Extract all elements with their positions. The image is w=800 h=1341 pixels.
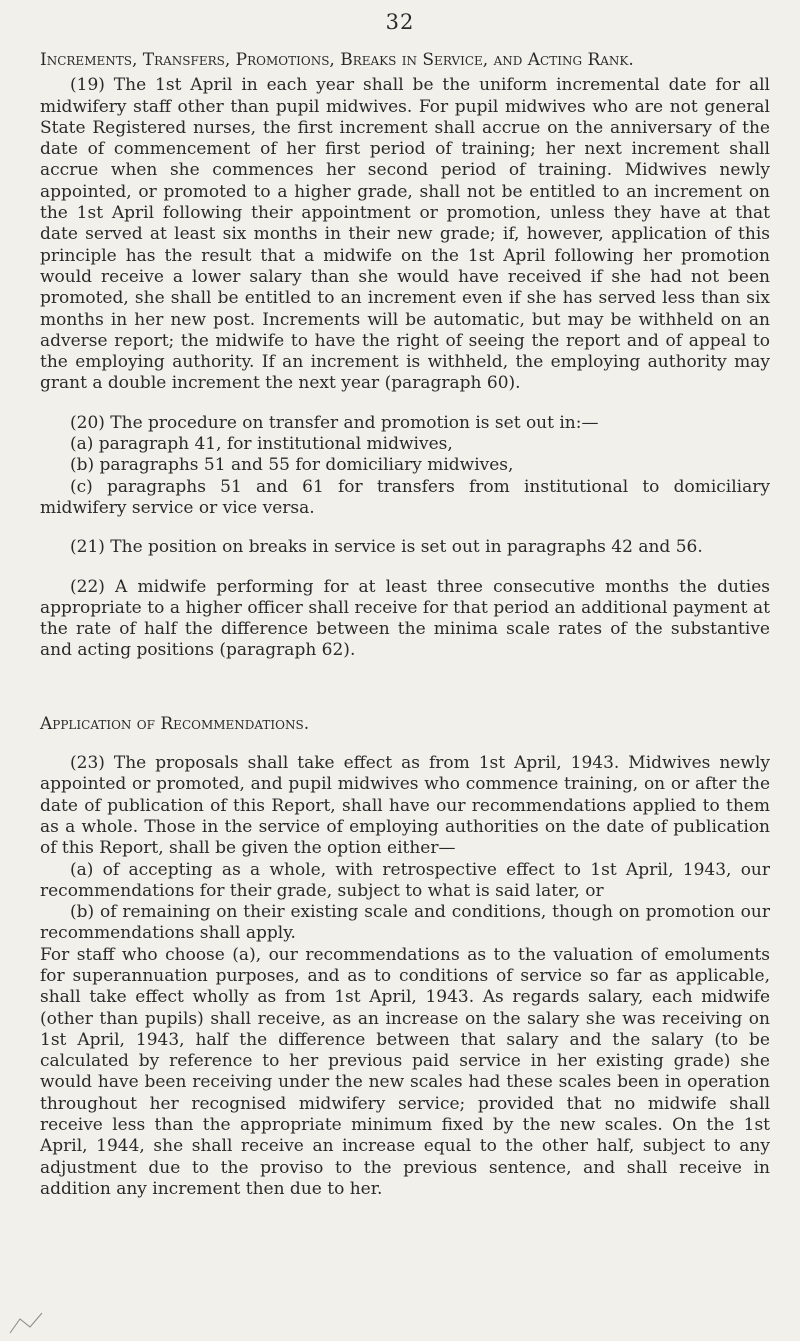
document-body <box>40 50 770 1200</box>
paragraph-20b: (b) paragraphs 51 and 55 for domiciliary midwives, <box>70 455 514 476</box>
paragraph-20a: (a) paragraph 41, for institutional midwives, <box>70 434 453 455</box>
section-heading-increments: Increments, Transfers, Promotions, Breaks in Service, and Acting Rank. <box>40 50 634 70</box>
paragraph-22: (22) A midwife performing for at least three consecutive months the duties appropriate to a higher officer shall receive for that period an additional payment at the rate of half the difference between the minima scale rates of the substantive and acting positions (paragraph 62). <box>40 576 770 661</box>
paragraph-23b: (b) of remaining on their existing scale and conditions, though on promotion our recommendations shall apply. <box>40 902 770 944</box>
paragraph-21: (21) The position on breaks in service is set out in paragraphs 42 and 56. <box>70 537 703 558</box>
page-number: 32 <box>385 10 415 34</box>
paragraph-20c: (c) paragraphs 51 and 61 for transfers from institutional to domiciliary midwifery service or vice versa. <box>40 476 770 518</box>
section-heading-application: Application of Recommendations. <box>40 713 310 734</box>
paragraph-23a: (a) of accepting as a whole, with retrospective effect to 1st April, 1943, our recommendations for their grade, subject to what is said later, or <box>40 859 770 901</box>
paragraph-19: (19) The 1st April in each year shall be the uniform incremental date for all midwifery staff other than pupil midwives. For pupil midwives who are not general State Registered nurses, the first increment shall accrue on the anniversary of the date of commencement of her first period of training; her next increment shall accrue when she commences her second period of training. Midwives newly appointed, or promoted to a higher grade, shall not be entitled to an increment on the 1st April following their appointment or promotion, unless they have at that date served at least six months in their new grade; if, however, application of this principle has the result that a midwife on the 1st April following her promotion would receive a lower salary than she would have received if she had not been promoted, she shall be entitled to an increment even if she has served less than six months in her new post. Increments will be automatic, but may be withheld on an adverse report; the midwife to have the right of seeing the report and of appeal to the employing authority. If an increment is withheld, the employing authority may grant a double increment the next year (paragraph 60). <box>40 75 770 394</box>
paragraph-20: (20) The procedure on transfer and promotion is set out in:— <box>70 412 599 433</box>
paragraph-23-continued: For staff who choose (a), our recommendations as to the valuation of emoluments for superannuation purposes, and as to conditions of service so far as applicable, shall take effect wholly as from 1st April, 1943. As regards salary, each midwife (other than pupils) shall receive, as an increase on the salary she was receiving on 1st April, 1943, half the difference between that salary and the salary (to be calculated by reference to her previous paid service in her existing grade) she would have been receiving under the new scales had these scales been in operation throughout her recognised midwifery service; provided that no midwife shall receive less than the appropriate minimum fixed by the new scales. On the 1st April, 1944, she shall receive an increase equal to the other half, subject to any adjustment due to the proviso to the previous sentence, and shall receive in addition any increment then due to her. <box>40 944 770 1199</box>
page-corner-mark <box>8 1299 48 1335</box>
paragraph-23: (23) The proposals shall take effect as from 1st April, 1943. Midwives newly appointed or promoted, and pupil midwives who commence training, on or after the date of publication of this Report, shall have our recommendations applied to them as a whole. Those in the service of employing authorities on the date of publication of this Report, shall be given the option either— <box>40 753 770 859</box>
